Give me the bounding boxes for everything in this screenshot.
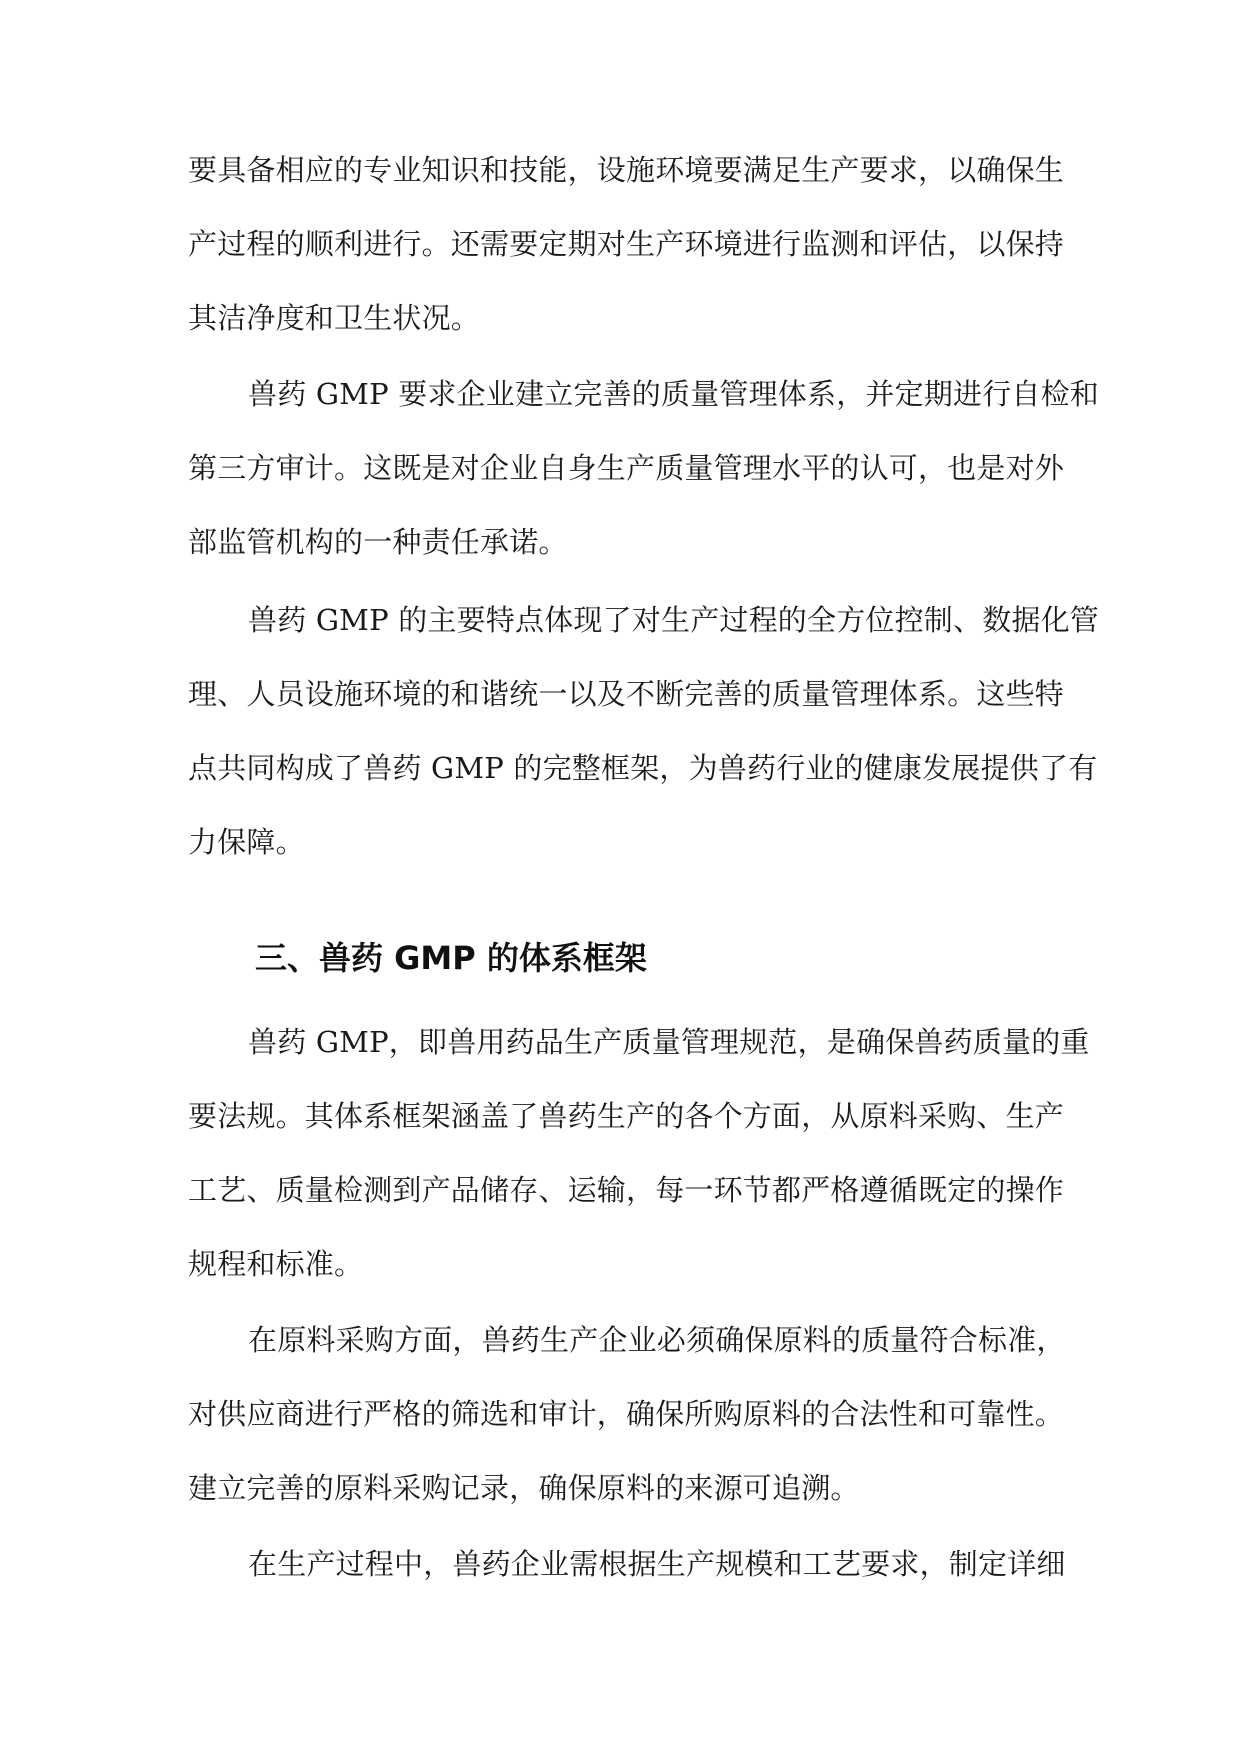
text-line-9: 点共同构成了兽药 GMP 的完整框架，为兽药行业的健康发展提供了有 [188, 751, 1098, 785]
text-line-8: 理、人员设施环境的和谐统一以及不断完善的质量管理体系。这些特 [188, 677, 1065, 711]
text-line-1: 要具备相应的专业知识和技能，设施环境要满足生产要求，以确保生 [188, 153, 1065, 187]
text-line-3: 其洁净度和卫生状况。 [188, 301, 481, 335]
text-line-15: 在原料采购方面，兽药生产企业必须确保原料的质量符合标准， [248, 1323, 1066, 1357]
text-line-12: 要法规。其体系框架涵盖了兽药生产的各个方面，从原料采购、生产 [188, 1099, 1065, 1133]
text-line-5: 第三方审计。这既是对企业自身生产质量管理水平的认可，也是对外 [188, 451, 1065, 485]
text-line-2: 产过程的顺利进行。还需要定期对生产环境进行监测和评估，以保持 [188, 227, 1065, 261]
text-line-6: 部监管机构的一种责任承诺。 [188, 525, 568, 559]
text-line-17: 建立完善的原料采购记录，确保原料的来源可追溯。 [188, 1471, 860, 1505]
text-line-16: 对供应商进行严格的筛选和审计，确保所购原料的合法性和可靠性。 [188, 1397, 1065, 1431]
text-line-10: 力保障。 [188, 825, 305, 859]
text-line-4: 兽药 GMP 要求企业建立完善的质量管理体系，并定期进行自检和 [248, 377, 1100, 411]
section-heading: 三、兽药 GMP 的体系框架 [255, 939, 647, 977]
text-line-7: 兽药 GMP 的主要特点体现了对生产过程的全方位控制、数据化管 [248, 603, 1100, 637]
text-line-14: 规程和标准。 [188, 1247, 364, 1281]
text-line-18: 在生产过程中，兽药企业需根据生产规模和工艺要求，制定详细 [248, 1547, 1066, 1581]
text-line-13: 工艺、质量检测到产品储存、运输，每一环节都严格遵循既定的操作 [188, 1173, 1065, 1207]
text-line-11: 兽药 GMP，即兽用药品生产质量管理规范，是确保兽药质量的重 [248, 1025, 1090, 1059]
